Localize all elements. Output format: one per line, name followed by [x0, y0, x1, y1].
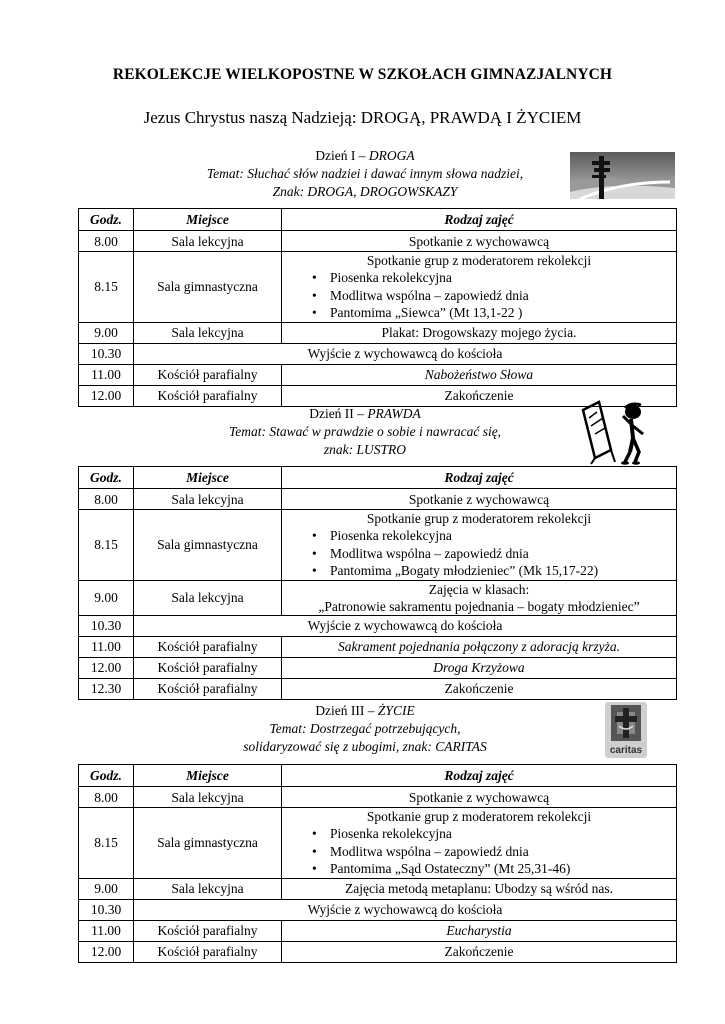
day2-schedule-table [78, 466, 677, 700]
table-row: 11.00 Kościół parafialny Sakrament pojednania połączony z adoracją krzyża. [79, 636, 677, 657]
caritas-logo [605, 702, 647, 758]
day1-sign: Znak: DROGA, DROGOWSKAZY [272, 184, 458, 199]
svg-text:caritas: caritas [609, 745, 643, 756]
list-item: • Pantomima „Siewca” (Mt 13,1-22 ) [312, 305, 523, 320]
list-item: • Modlitwa wspólna – zapowiedź dnia [312, 843, 529, 859]
day1-schedule-table [78, 208, 677, 407]
list-item: • Piosenka rekolekcyjna [312, 826, 452, 841]
road-signpost-image [570, 152, 675, 199]
header-time: Godz. [79, 467, 134, 489]
list-item: • Piosenka rekolekcyjna [312, 270, 452, 285]
list-item: • Pantomima „Bogaty młodzieniec” (Mk 15,17-22) [312, 563, 599, 578]
activity-list [282, 269, 676, 322]
list-item: • Modlitwa wspólna – zapowiedź dnia [312, 287, 529, 303]
page-subtitle: Jezus Chrystus naszą Nadzieją: DROGĄ, PRAWDĄ I ŻYCIEM [143, 108, 582, 127]
table-row: 12.00 Kościół parafialny Zakończenie [79, 941, 677, 962]
day3-title: Dzień III – ŻYCIE [315, 703, 415, 718]
table-row: 11.00 Kościół parafialny Nabożeństwo Słowa [79, 364, 677, 385]
header-place: Miejsce [134, 209, 282, 231]
table-row: 8.15 Sala gimnastyczna Spotkanie grup z moderatorem rekolekcji • Piosenka rekolekcyjna • Modlitwa wspólna – zapowiedź dnia • Pantomima „Siewca” (Mt 13,1-22 ) [79, 252, 677, 323]
table-row: 10.30 Wyjście z wychowawcą do kościoła [79, 615, 677, 636]
table-row: 8.00 Sala lekcyjna Spotkanie z wychowawcą [79, 787, 677, 808]
activity-list [282, 527, 676, 580]
day2-sign: znak: LUSTRO [323, 442, 407, 457]
table-header-row [79, 765, 677, 787]
header-place: Miejsce [134, 467, 282, 489]
list-item: • Modlitwa wspólna – zapowiedź dnia [312, 545, 529, 561]
table-row: 9.00 Sala lekcyjna Plakat: Drogowskazy mojego życia. [79, 322, 677, 343]
table-row: 8.15 Sala gimnastyczna Spotkanie grup z moderatorem rekolekcji • Piosenka rekolekcyjna • Modlitwa wspólna – zapowiedź dnia • Pantomima „Bogaty młodzieniec” (Mk 15,17-22) [79, 510, 677, 581]
header-type: Rodzaj zajęć [282, 209, 677, 231]
table-row: 9.00 Sala lekcyjna Zajęcia metodą metaplanu: Ubodzy są wśród nas. [79, 878, 677, 899]
table-row: 12.00 Kościół parafialny Zakończenie [79, 385, 677, 406]
day2-title: Dzień II – PRAWDA [309, 406, 421, 421]
day1-header [140, 147, 590, 201]
table-row: 8.00 Sala lekcyjna Spotkanie z wychowawcą [79, 231, 677, 252]
day2-theme: Temat: Stawać w prawdzie o sobie i nawracać się, [228, 424, 502, 439]
day3-header [140, 702, 590, 756]
list-item: • Piosenka rekolekcyjna [312, 528, 452, 543]
table-row: 8.15 Sala gimnastyczna Spotkanie grup z moderatorem rekolekcji • Piosenka rekolekcyjna • Modlitwa wspólna – zapowiedź dnia • Pantomima „Sąd Ostateczny” (Mt 25,31-46) [79, 808, 677, 879]
header-time: Godz. [79, 765, 134, 787]
table-row: 10.30 Wyjście z wychowawcą do kościoła [79, 343, 677, 364]
table-row: 10.30 Wyjście z wychowawcą do kościoła [79, 899, 677, 920]
day3-schedule-table [78, 764, 677, 963]
day3-sign: solidaryzować się z ubogimi, znak: CARITAS [243, 739, 487, 754]
day1-theme: Temat: Słuchać słów nadziei i dawać innym słowa nadziei, [206, 166, 524, 181]
day1-title: Dzień I – DROGA [315, 148, 415, 163]
header-type: Rodzaj zajęć [282, 765, 677, 787]
header-place: Miejsce [134, 765, 282, 787]
header-time: Godz. [79, 209, 134, 231]
day3-theme: Temat: Dostrzegać potrzebujących, [269, 721, 461, 736]
table-header-row [79, 467, 677, 489]
table-row: 9.00 Sala lekcyjna Zajęcia w klasach: „Patronowie sakramentu pojednania – bogaty młodzieniec” [79, 580, 677, 615]
table-row: 12.30 Kościół parafialny Zakończenie [79, 678, 677, 699]
table-row: 12.00 Kościół parafialny Droga Krzyżowa [79, 657, 677, 678]
table-row: 11.00 Kościół parafialny Eucharystia [79, 920, 677, 941]
activity-list [282, 825, 676, 878]
page-title: REKOLEKCJE WIELKOPOSTNE W SZKOŁACH GIMNAZJALNYCH [112, 66, 613, 83]
table-header-row [79, 209, 677, 231]
table-row: 8.00 Sala lekcyjna Spotkanie z wychowawcą [79, 489, 677, 510]
day2-header [140, 405, 590, 459]
mirror-figure-image [575, 400, 650, 465]
list-item: • Pantomima „Sąd Ostateczny” (Mt 25,31-46) [312, 861, 571, 876]
header-type: Rodzaj zajęć [282, 467, 677, 489]
